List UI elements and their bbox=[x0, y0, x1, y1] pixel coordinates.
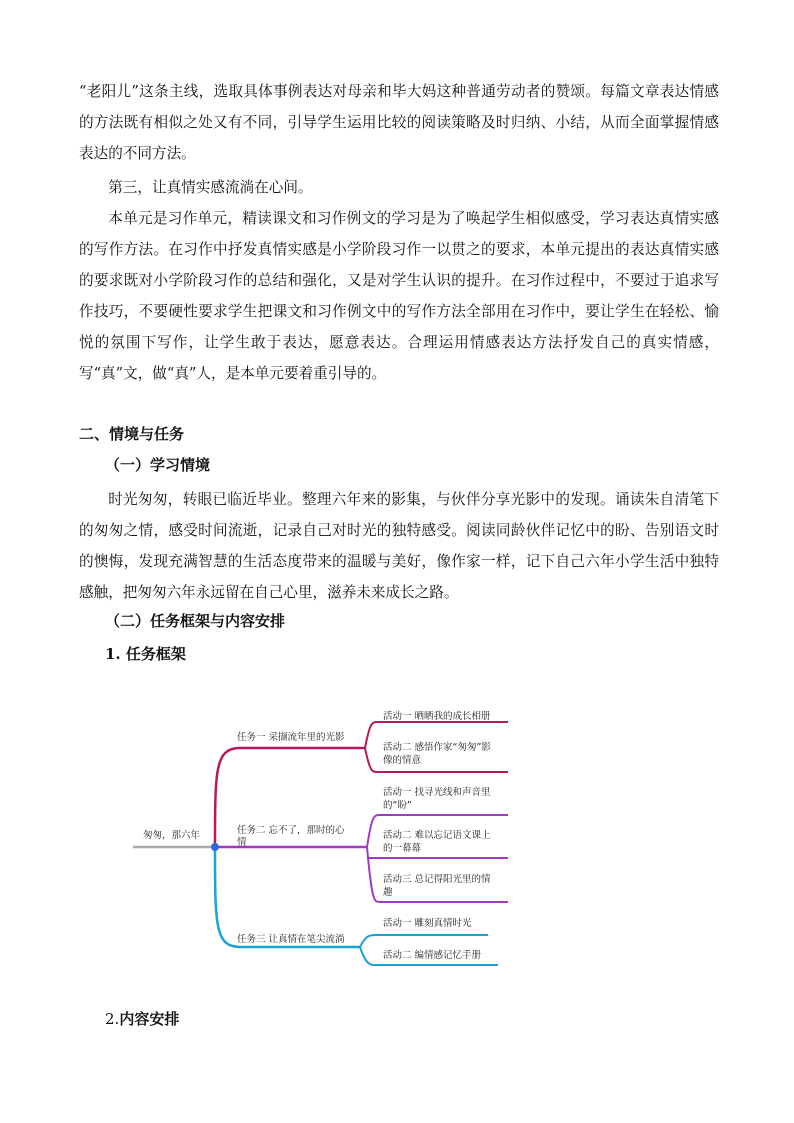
task2-label-line1: 任务二 忘不了，那时的心 bbox=[237, 825, 345, 836]
heading-task-framework: 1. 任务框架 bbox=[105, 645, 186, 663]
task1-activity2-label-line2: 像的情意 bbox=[383, 755, 422, 766]
task1-activity1-label: 活动一 晒晒我的成长相册 bbox=[383, 711, 491, 722]
task2-activity3-label-line2: 趣 bbox=[383, 887, 393, 898]
task3-activity2-label: 活动二 编情感记忆手册 bbox=[383, 950, 482, 961]
task1-label: 任务一 采撷流年里的光影 bbox=[237, 732, 345, 743]
root-node-dot bbox=[211, 843, 219, 851]
root-label: 匆匆，那六年 bbox=[143, 830, 201, 841]
task2-activity2-label-line1: 活动二 难以忘记语文课上 bbox=[383, 830, 491, 841]
task3-activity1-label: 活动一 雕刻真情时光 bbox=[383, 918, 472, 929]
paragraph-2: 第三，让真情实感流淌在心间。 bbox=[108, 179, 313, 196]
task3-label: 任务三 让真情在笔尖流淌 bbox=[237, 934, 345, 945]
task3-activity1-line bbox=[360, 935, 488, 947]
heading-content-text: 内容安排 bbox=[119, 1010, 180, 1028]
task2-activity2-label-line2: 的一幕幕 bbox=[383, 843, 422, 854]
subheading-task-framework-content: （二）任务框架与内容安排 bbox=[105, 612, 286, 630]
subheading-learning-situation: （一）学习情境 bbox=[105, 456, 211, 474]
task3-branch-line bbox=[215, 847, 360, 947]
task2-activity3-label-line1: 活动三 总记得阳光里的情 bbox=[383, 874, 491, 885]
task-framework-mindmap bbox=[0, 690, 794, 980]
paragraph-4: 时光匆匆，转眼已临近毕业。整理六年来的影集，与伙伴分享光影中的发现。诵读朱自清笔下的匆匆之情，感受时间流逝，记录自己对时光的独特感受。阅读同龄伙伴记忆中的盼、告别语文时的懊悔，发现充满智慧的生活态度带来的温暖与美好，像作家一样，记下自己六年小学生活中独特感触，把匆匆六年永远留在自己心里，滋养未来成长之路。 bbox=[79, 491, 719, 601]
task1-activity2-label-line1: 活动二 感悟作家“匆匆”影 bbox=[383, 742, 491, 753]
section-heading-situation-task: 二、情境与任务 bbox=[79, 425, 185, 443]
task2-activity1-label-line2: 的“盼” bbox=[383, 800, 412, 811]
paragraph-3: 本单元是习作单元，精读课文和习作例文的学习是为了唤起学生相似感受，学习表达真情实感的写作方法。在习作中抒发真情实感是小学阶段习作一以贯之的要求，本单元提出的表达真情实感的要求既对小学阶段习作的总结和强化，又是对学生认识的提升。在习作过程中，不要过于追求写作技巧，不要硬性要求学生把课文和习作例文中的写作方法全部用在习作中，要让学生在轻松、愉悦的氛围下写作，让学生敢于表达，愿意表达。合理运用情感表达方法抒发自己的真实情感，写“真”文，做“真”人，是本单元要着重引导的。 bbox=[79, 210, 719, 382]
heading-content-arrangement bbox=[105, 1007, 179, 1031]
task2-label-line2: 情 bbox=[237, 837, 247, 848]
paragraph-1: “老阳儿”这条主线，选取具体事例表达对母亲和毕大妈这种普通劳动者的赞颂。每篇文章表达情感的方法既有相似之处又有不同，引导学生运用比较的阅读策略及时归纳、小结，从而全面掌握情感表达的不同方法。 bbox=[79, 83, 719, 162]
heading-content-number: 2. bbox=[105, 1010, 120, 1028]
task2-activity1-label-line1: 活动一 找寻光线和声音里 bbox=[383, 787, 491, 798]
